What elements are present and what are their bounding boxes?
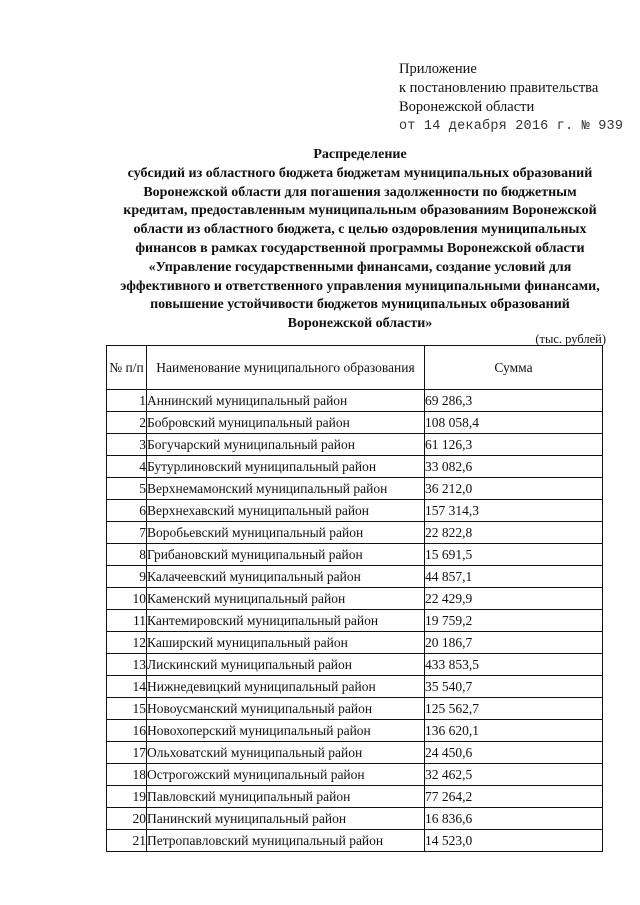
- row-number: 11: [107, 610, 147, 632]
- table-header-row: [107, 346, 603, 390]
- row-sum: 15 691,5: [425, 544, 603, 566]
- document-title: [110, 146, 610, 334]
- row-municipality-name: Грибановский муниципальный район: [147, 544, 425, 566]
- table-row: [107, 412, 603, 434]
- header-sum: Сумма: [425, 346, 603, 390]
- row-number: 14: [107, 676, 147, 698]
- row-number: 12: [107, 632, 147, 654]
- subsidy-table: [106, 345, 603, 852]
- row-sum: 61 126,3: [425, 434, 603, 456]
- row-municipality-name: Аннинский муниципальный район: [147, 390, 425, 412]
- appendix-decree-line: к постановлению правительства: [399, 80, 599, 96]
- row-municipality-name: Каширский муниципальный район: [147, 632, 425, 654]
- table-row: [107, 478, 603, 500]
- row-number: 16: [107, 720, 147, 742]
- row-sum: 69 286,3: [425, 390, 603, 412]
- row-number: 5: [107, 478, 147, 500]
- table-row: [107, 808, 603, 830]
- row-number: 17: [107, 742, 147, 764]
- row-sum: 33 082,6: [425, 456, 603, 478]
- header-number: № п/п: [107, 346, 147, 390]
- row-sum: 35 540,7: [425, 676, 603, 698]
- row-sum: 157 314,3: [425, 500, 603, 522]
- row-sum: 136 620,1: [425, 720, 603, 742]
- row-sum: 108 058,4: [425, 412, 603, 434]
- row-municipality-name: Павловский муниципальный район: [147, 786, 425, 808]
- row-sum: 32 462,5: [425, 764, 603, 786]
- row-sum: 433 853,5: [425, 654, 603, 676]
- header-name: Наименование муниципального образования: [147, 346, 425, 390]
- row-number: 8: [107, 544, 147, 566]
- row-sum: 16 836,6: [425, 808, 603, 830]
- row-municipality-name: Калачеевский муниципальный район: [147, 566, 425, 588]
- row-number: 4: [107, 456, 147, 478]
- row-municipality-name: Богучарский муниципальный район: [147, 434, 425, 456]
- table-row: [107, 632, 603, 654]
- row-number: 19: [107, 786, 147, 808]
- row-municipality-name: Петропавловский муниципальный район: [147, 830, 425, 852]
- row-sum: 125 562,7: [425, 698, 603, 720]
- appendix-region-line: Воронежской области: [399, 99, 535, 115]
- table-row: [107, 544, 603, 566]
- row-municipality-name: Бутурлиновский муниципальный район: [147, 456, 425, 478]
- row-municipality-name: Ольховатский муниципальный район: [147, 742, 425, 764]
- row-sum: 77 264,2: [425, 786, 603, 808]
- row-number: 20: [107, 808, 147, 830]
- table-row: [107, 434, 603, 456]
- table-row: [107, 390, 603, 412]
- row-sum: 36 212,0: [425, 478, 603, 500]
- units-note: (тыс. рублей): [535, 332, 606, 346]
- table-row: [107, 566, 603, 588]
- row-municipality-name: Острогожский муниципальный район: [147, 764, 425, 786]
- table-row: [107, 720, 603, 742]
- row-number: 13: [107, 654, 147, 676]
- row-municipality-name: Нижнедевицкий муниципальный район: [147, 676, 425, 698]
- row-municipality-name: Верхнемамонский муниципальный район: [147, 478, 425, 500]
- row-municipality-name: Лискинский муниципальный район: [147, 654, 425, 676]
- row-municipality-name: Новоусманский муниципальный район: [147, 698, 425, 720]
- row-number: 3: [107, 434, 147, 456]
- table-row: [107, 588, 603, 610]
- row-number: 1: [107, 390, 147, 412]
- table-row: [107, 456, 603, 478]
- table-row: [107, 654, 603, 676]
- title-body: субсидий из областного бюджета бюджетам муниципальных образований Воронежской области для погашения задолженности по бюджетным кредитам, предоставленным муниципальным образованиям Воронежской области из областного бюджета, с целью оздоровления муниципальных финансов в рамках государственной программы Воронежской области «Управление государственными финансами, создание условий для эффективного и ответственного управления муниципальными финансами, повышение устойчивости бюджетов муниципальных образований Воронежской области»: [120, 165, 600, 332]
- table-row: [107, 610, 603, 632]
- appendix-label: Приложение: [399, 61, 477, 77]
- row-municipality-name: Панинский муниципальный район: [147, 808, 425, 830]
- row-municipality-name: Воробьевский муниципальный район: [147, 522, 425, 544]
- row-municipality-name: Бобровский муниципальный район: [147, 412, 425, 434]
- row-sum: 22 429,9: [425, 588, 603, 610]
- row-number: 10: [107, 588, 147, 610]
- row-number: 7: [107, 522, 147, 544]
- table-row: [107, 764, 603, 786]
- row-sum: 20 186,7: [425, 632, 603, 654]
- table-row: [107, 742, 603, 764]
- row-number: 9: [107, 566, 147, 588]
- table-row: [107, 500, 603, 522]
- row-sum: 14 523,0: [425, 830, 603, 852]
- table-row: [107, 698, 603, 720]
- table-body: [107, 390, 603, 852]
- appendix-block: [399, 60, 629, 136]
- row-number: 2: [107, 412, 147, 434]
- table-row: [107, 830, 603, 852]
- row-sum: 22 822,8: [425, 522, 603, 544]
- table-row: [107, 786, 603, 808]
- appendix-date-stamp: от 14 декабря 2016 г. № 939: [399, 119, 624, 134]
- row-number: 15: [107, 698, 147, 720]
- row-number: 6: [107, 500, 147, 522]
- row-sum: 24 450,6: [425, 742, 603, 764]
- row-sum: 19 759,2: [425, 610, 603, 632]
- row-municipality-name: Верхнехавский муниципальный район: [147, 500, 425, 522]
- row-municipality-name: Кантемировский муниципальный район: [147, 610, 425, 632]
- row-municipality-name: Каменский муниципальный район: [147, 588, 425, 610]
- table-row: [107, 676, 603, 698]
- title-heading: Распределение: [313, 147, 407, 162]
- table-row: [107, 522, 603, 544]
- row-number: 21: [107, 830, 147, 852]
- row-municipality-name: Новохоперский муниципальный район: [147, 720, 425, 742]
- row-number: 18: [107, 764, 147, 786]
- row-sum: 44 857,1: [425, 566, 603, 588]
